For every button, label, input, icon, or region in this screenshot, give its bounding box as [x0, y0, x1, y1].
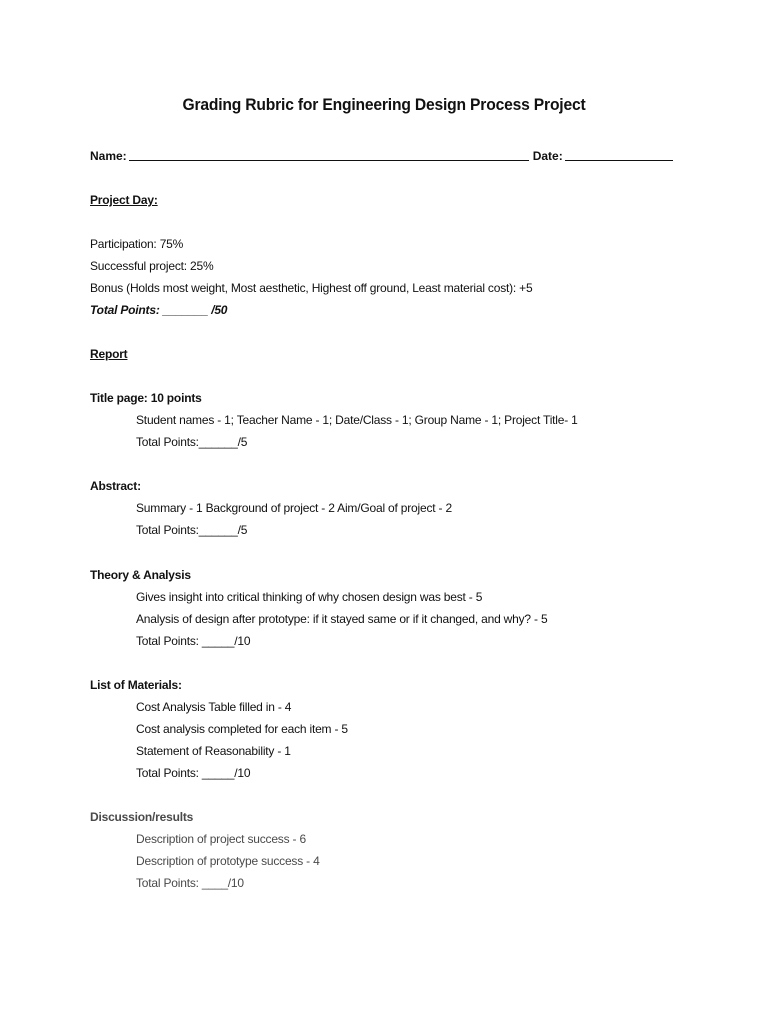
- materials-item: Cost analysis completed for each item - 5: [136, 722, 348, 736]
- date-blank: [565, 148, 673, 161]
- participation-line: Participation: 75%: [90, 237, 184, 251]
- date-label: Date:: [532, 149, 563, 163]
- theory-item: Analysis of design after prototype: if it stayed same or if it changed, and why? - 5: [136, 612, 548, 626]
- materials-heading: List of Materials:: [90, 678, 182, 692]
- theory-item: Gives insight into critical thinking of why chosen design was best - 5: [136, 590, 483, 604]
- abstract-item: Summary - 1 Background of project - 2 Aim/Goal of project - 2: [136, 501, 452, 515]
- successful-project-line: Successful project: 25%: [90, 259, 214, 273]
- materials-item: Cost Analysis Table filled in - 4: [136, 700, 292, 714]
- bonus-line: Bonus (Holds most weight, Most aesthetic, Highest off ground, Least material cost): +5: [90, 281, 533, 295]
- materials-total: Total Points: _____/10: [136, 766, 251, 780]
- title-page-total: Total Points:______/5: [136, 435, 248, 449]
- title-page-heading: Title page: 10 points: [90, 391, 202, 405]
- theory-total: Total Points: _____/10: [136, 634, 251, 648]
- project-day-heading: Project Day:: [90, 193, 158, 207]
- report-heading: Report: [90, 347, 128, 361]
- document-title: Grading Rubric for Engineering Design Process Project: [182, 95, 586, 114]
- name-blank: [129, 148, 529, 161]
- abstract-heading: Abstract:: [90, 479, 141, 493]
- name-label: Name:: [90, 149, 127, 163]
- abstract-total: Total Points:______/5: [136, 523, 248, 537]
- materials-item: Statement of Reasonability - 1: [136, 744, 291, 758]
- project-day-total: Total Points: _______ /50: [90, 303, 228, 317]
- discussion-total: Total Points: ____/10: [136, 876, 244, 890]
- discussion-heading: Discussion/results: [90, 810, 194, 824]
- theory-heading: Theory & Analysis: [90, 568, 191, 582]
- discussion-item: Description of prototype success - 4: [136, 854, 320, 868]
- title-page-item: Student names - 1; Teacher Name - 1; Date/Class - 1; Group Name - 1; Project Title- 1: [136, 413, 578, 427]
- discussion-item: Description of project success - 6: [136, 832, 306, 846]
- name-date-row: [90, 148, 677, 163]
